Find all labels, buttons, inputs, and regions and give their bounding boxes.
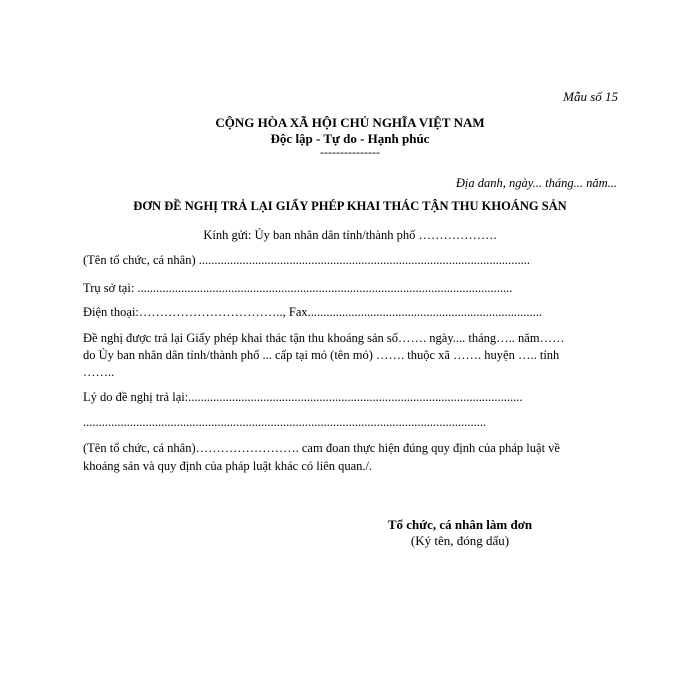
commitment-line-2: khoáng sản và quy định của pháp luật khác có liên quan./. xyxy=(83,459,373,473)
form-number: Mẫu số 15 xyxy=(563,89,618,104)
signature-title: Tổ chức, cá nhân làm đơn xyxy=(387,517,533,532)
request-line-2: do Ủy ban nhân dân tỉnh/thành phố ... cấp tại mỏ (tên mỏ) ……. thuộc xã ……. huyện ….. tỉnh xyxy=(83,348,560,362)
national-title: CỘNG HÒA XÃ HỘI CHỦ NGHĨA VIỆT NAM xyxy=(215,115,485,130)
document-title: ĐƠN ĐỀ NGHỊ TRẢ LẠI GIẤY PHÉP KHAI THÁC TẬN THU KHOÁNG SẢN xyxy=(133,199,567,213)
headquarters-line: Trụ sở tại: ........................................................................................................................ xyxy=(83,281,513,295)
phone-fax-line: Điện thoại:…………………………….., Fax........................................................................... xyxy=(83,305,543,319)
reason-line-continued: ................................................................................................................................. xyxy=(83,415,487,429)
signature-note: (Ký tên, đóng dấu) xyxy=(410,533,510,548)
request-line-3: …….. xyxy=(83,365,115,379)
recipient-line: Kính gửi: Ủy ban nhân dân tỉnh/thành phố ………………. xyxy=(203,228,497,242)
reason-line: Lý do đề nghị trả lại:........................................................................................................... xyxy=(83,390,523,404)
place-date-line: Địa danh, ngày... tháng... năm... xyxy=(455,176,617,190)
national-motto: Độc lập - Tự do - Hạnh phúc xyxy=(270,131,430,146)
request-line-1: Đề nghị được trả lại Giấy phép khai thác tận thu khoáng sản số……. ngày.... tháng….. năm…… xyxy=(83,331,565,345)
org-name-line: (Tên tổ chức, cá nhân) .......................................................................................................... xyxy=(83,253,530,267)
commitment-line-1: (Tên tổ chức, cá nhân)……………………. cam đoan thực hiện đúng quy định của pháp luật về xyxy=(83,441,560,455)
header-divider: --------------- xyxy=(320,145,380,159)
